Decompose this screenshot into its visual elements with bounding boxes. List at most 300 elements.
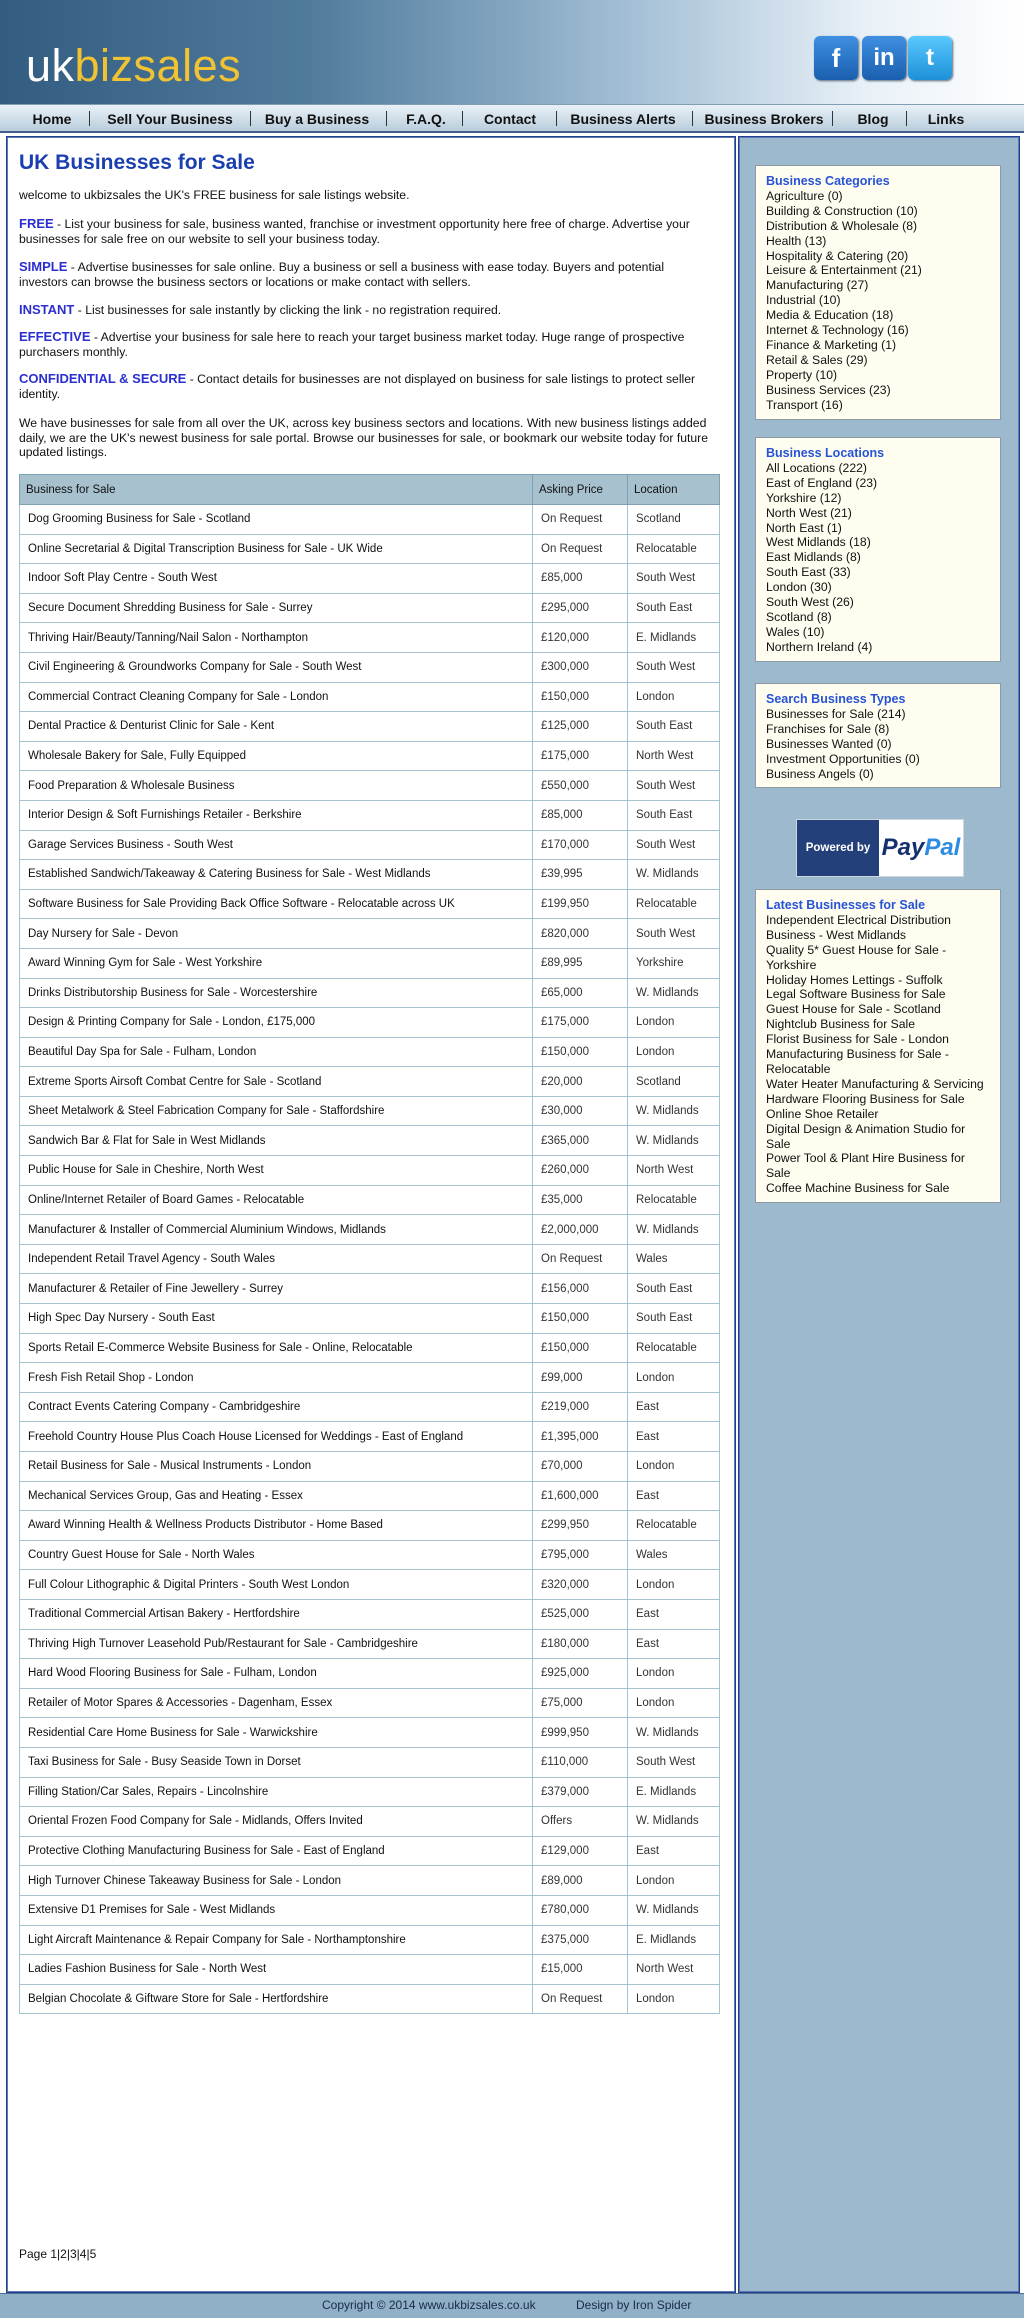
sidebar-link[interactable]: Industrial (10) [766, 293, 841, 308]
asking-price: £89,995 [533, 948, 628, 978]
business-name-link[interactable]: Interior Design & Soft Furnishings Retailer - Berkshire [20, 800, 533, 830]
footer-design-credit[interactable]: Design by Iron Spider [576, 2298, 692, 2312]
table-row[interactable] [20, 1333, 720, 1363]
main-nav [0, 104, 1024, 133]
sidebar-link[interactable]: South West (26) [766, 595, 854, 610]
asking-price: £20,000 [533, 1067, 628, 1097]
location: London [628, 1363, 720, 1393]
business-name-link[interactable]: Online/Internet Retailer of Board Games - Relocatable [20, 1185, 533, 1215]
location: East [628, 1422, 720, 1452]
location: E. Midlands [628, 623, 720, 653]
nav-faq[interactable]: F.A.Q. [406, 111, 446, 127]
nav-buy-a-business[interactable]: Buy a Business [264, 111, 370, 127]
business-name-link[interactable]: Ladies Fashion Business for Sale - North West [20, 1955, 533, 1985]
business-name-link[interactable]: Taxi Business for Sale - Busy Seaside Town in Dorset [20, 1747, 533, 1777]
business-name-link[interactable]: Dental Practice & Denturist Clinic for Sale - Kent [20, 712, 533, 742]
table-row[interactable] [20, 623, 720, 653]
business-name-link[interactable]: Software Business for Sale Providing Back Office Software - Relocatable across UK [20, 889, 533, 919]
asking-price: On Request [533, 1244, 628, 1274]
table-row[interactable] [20, 1866, 720, 1896]
sidebar-link[interactable]: Businesses for Sale (214) [766, 706, 906, 721]
sidebar-link[interactable]: Finance & Marketing (1) [766, 337, 897, 352]
outro-text: We have businesses for sale from all over the UK, across key business sectors and locations. With new business listings added daily, we are the UK's newest business for sale portal. Browse our businesses for sale, or bookmark our website today for future updated listings. [19, 416, 708, 459]
site-logo[interactable]: ukbizsales [26, 40, 242, 91]
feature-free: FREE - List your business for sale, business wanted, franchise or investment opportunity here free of charge. Advertise your businesses for sale free on our website to sell your business today. [19, 216, 690, 246]
asking-price: £129,000 [533, 1836, 628, 1866]
business-name-link[interactable]: Freehold Country House Plus Coach House Licensed for Weddings - East of England [20, 1422, 533, 1452]
table-row[interactable] [20, 1274, 720, 1304]
page-link[interactable]: 3 [69, 2247, 77, 2261]
business-types-box [755, 683, 1001, 788]
sidebar-link[interactable]: Independent Electrical Distribution Business - West Midlands [766, 912, 951, 942]
asking-price: £39,995 [533, 860, 628, 890]
business-name-link[interactable]: Fresh Fish Retail Shop - London [20, 1363, 533, 1393]
nav-divider [556, 111, 557, 126]
sidebar-link[interactable]: Business Angels (0) [766, 766, 874, 781]
locations-title: Business Locations [766, 446, 885, 460]
table-row[interactable] [20, 1185, 720, 1215]
asking-price: £170,000 [533, 830, 628, 860]
location: London [628, 1688, 720, 1718]
asking-price: £525,000 [533, 1599, 628, 1629]
asking-price: £85,000 [533, 564, 628, 594]
asking-price: £550,000 [533, 771, 628, 801]
sidebar [738, 136, 1020, 2293]
asking-price: £379,000 [533, 1777, 628, 1807]
nav-contact[interactable]: Contact [483, 111, 537, 127]
location: London [628, 1866, 720, 1896]
table-row[interactable] [20, 1156, 720, 1186]
asking-price: £110,000 [533, 1747, 628, 1777]
nav-home[interactable]: Home [32, 111, 72, 127]
sidebar-link[interactable]: Business Services (23) [766, 382, 891, 397]
footer-copyright[interactable]: Copyright © 2014 www.ukbizsales.co.uk [322, 2298, 536, 2312]
business-name-link[interactable]: High Spec Day Nursery - South East [20, 1304, 533, 1334]
business-name-link[interactable]: Drinks Distributorship Business for Sale - Worcestershire [20, 978, 533, 1008]
location: Scotland [628, 505, 720, 535]
table-row[interactable] [20, 1008, 720, 1038]
sidebar-link[interactable]: West Midlands (18) [766, 535, 871, 550]
sidebar-link[interactable]: Distribution & Wholesale (8) [766, 218, 918, 233]
nav-sell-your-business[interactable]: Sell Your Business [107, 111, 233, 127]
business-name-link[interactable]: Sheet Metalwork & Steel Fabrication Company for Sale - Staffordshire [20, 1096, 533, 1126]
table-row[interactable] [20, 860, 720, 890]
table-row[interactable] [20, 1304, 720, 1334]
location: E. Midlands [628, 1925, 720, 1955]
table-row[interactable] [20, 564, 720, 594]
business-name-link[interactable]: Manufacturer & Installer of Commercial Aluminium Windows, Midlands [20, 1215, 533, 1245]
nav-divider [832, 111, 833, 126]
asking-price: £125,000 [533, 712, 628, 742]
sidebar-link[interactable]: Retail & Sales (29) [766, 352, 868, 367]
asking-price: £795,000 [533, 1540, 628, 1570]
location: South West [628, 771, 720, 801]
business-name-link[interactable]: Food Preparation & Wholesale Business [20, 771, 533, 801]
business-name-link[interactable]: Online Secretarial & Digital Transcription Business for Sale - UK Wide [20, 534, 533, 564]
table-row[interactable] [20, 1659, 720, 1689]
asking-price: £156,000 [533, 1274, 628, 1304]
sidebar-link[interactable]: Agriculture (0) [766, 188, 843, 203]
asking-price: £925,000 [533, 1659, 628, 1689]
sidebar-link[interactable]: Media & Education (18) [766, 308, 894, 323]
table-row[interactable] [20, 534, 720, 564]
table-row[interactable] [20, 1688, 720, 1718]
categories-box [755, 165, 1001, 420]
business-name-link[interactable]: Protective Clothing Manufacturing Business for Sale - East of England [20, 1836, 533, 1866]
table-row[interactable] [20, 652, 720, 682]
sidebar-link[interactable]: Hospitality & Catering (20) [766, 248, 909, 263]
asking-price: £260,000 [533, 1156, 628, 1186]
twitter-icon[interactable]: t [908, 36, 952, 80]
sidebar-link[interactable]: Holiday Homes Lettings - Suffolk [766, 972, 943, 987]
table-row[interactable] [20, 682, 720, 712]
business-name-link[interactable]: Thriving Hair/Beauty/Tanning/Nail Salon - Northampton [20, 623, 533, 653]
business-name-link[interactable]: Residential Care Home Business for Sale - Warwickshire [20, 1718, 533, 1748]
page-separator: | [86, 2247, 90, 2261]
asking-price: £1,600,000 [533, 1481, 628, 1511]
table-row[interactable] [20, 1422, 720, 1452]
asking-price: £820,000 [533, 919, 628, 949]
location: Relocatable [628, 1185, 720, 1215]
sidebar-link[interactable]: Water Heater Manufacturing & Servicing [766, 1076, 984, 1091]
sidebar-link[interactable]: Nightclub Business for Sale [766, 1017, 916, 1032]
business-name-link[interactable]: Award Winning Health & Wellness Products Distributor - Home Based [20, 1511, 533, 1541]
latest-businesses-title: Latest Businesses for Sale [766, 898, 926, 912]
business-name-link[interactable]: Filling Station/Car Sales, Repairs - Lincolnshire [20, 1777, 533, 1807]
location: South East [628, 1274, 720, 1304]
main-content [6, 136, 736, 2293]
business-name-link[interactable]: Established Sandwich/Takeaway & Catering Business for Sale - West Midlands [20, 860, 533, 890]
nav-blog[interactable]: Blog [857, 111, 889, 127]
asking-price: £150,000 [533, 1304, 628, 1334]
location: North West [628, 1955, 720, 1985]
location: W. Midlands [628, 1126, 720, 1156]
location: Relocatable [628, 889, 720, 919]
location: East [628, 1599, 720, 1629]
business-name-link[interactable]: Indoor Soft Play Centre - South West [20, 564, 533, 594]
nav-divider [250, 111, 251, 126]
location: Wales [628, 1244, 720, 1274]
sidebar-link[interactable]: Building & Construction (10) [766, 203, 918, 218]
table-row[interactable] [20, 1807, 720, 1837]
location: London [628, 1659, 720, 1689]
location: South East [628, 712, 720, 742]
col-header-price: Asking Price [533, 475, 628, 505]
business-name-link[interactable]: Public House for Sale in Cheshire, North West [20, 1156, 533, 1186]
business-name-link[interactable]: Day Nursery for Sale - Devon [20, 919, 533, 949]
sidebar-link[interactable]: Franchises for Sale (8) [766, 721, 890, 736]
asking-price: £75,000 [533, 1688, 628, 1718]
locations-box [755, 437, 1001, 662]
asking-price: £300,000 [533, 652, 628, 682]
page-link[interactable]: 4 [79, 2247, 87, 2261]
nav-business-alerts[interactable]: Business Alerts [570, 111, 676, 127]
business-name-link[interactable]: Retail Business for Sale - Musical Instruments - London [20, 1452, 533, 1482]
table-header-row [20, 475, 720, 505]
table-row[interactable] [20, 1777, 720, 1807]
business-name-link[interactable]: Retailer of Motor Spares & Accessories - Dagenham, Essex [20, 1688, 533, 1718]
asking-price: £199,950 [533, 889, 628, 919]
sidebar-link[interactable]: Northern Ireland (4) [766, 639, 873, 654]
location: Relocatable [628, 1511, 720, 1541]
asking-price: £150,000 [533, 1037, 628, 1067]
asking-price: £999,950 [533, 1718, 628, 1748]
asking-price: £30,000 [533, 1096, 628, 1126]
table-row[interactable] [20, 1452, 720, 1482]
asking-price: On Request [533, 505, 628, 535]
categories-title: Business Categories [766, 174, 890, 188]
business-name-link[interactable]: Wholesale Bakery for Sale, Fully Equipped [20, 741, 533, 771]
asking-price: £2,000,000 [533, 1215, 628, 1245]
table-row[interactable] [20, 889, 720, 919]
nav-divider [386, 111, 387, 126]
nav-links[interactable]: Links [927, 111, 965, 127]
asking-price: £365,000 [533, 1126, 628, 1156]
table-row[interactable] [20, 741, 720, 771]
location: London [628, 682, 720, 712]
location: South West [628, 919, 720, 949]
business-name-link[interactable]: Dog Grooming Business for Sale - Scotland [20, 505, 533, 535]
table-row[interactable] [20, 712, 720, 742]
asking-price: £65,000 [533, 978, 628, 1008]
sidebar-link[interactable]: Quality 5* Guest House for Sale - Yorkshire [766, 942, 947, 972]
business-name-link[interactable]: Light Aircraft Maintenance & Repair Company for Sale - Northamptonshire [20, 1925, 533, 1955]
pagination: Page 1|2|3|4|5 [19, 2247, 97, 2261]
table-row[interactable] [20, 1984, 720, 2014]
location: South West [628, 1747, 720, 1777]
table-row[interactable] [20, 1629, 720, 1659]
location: South West [628, 830, 720, 860]
location: East [628, 1481, 720, 1511]
business-name-link[interactable]: Garage Services Business - South West [20, 830, 533, 860]
table-row[interactable] [20, 505, 720, 535]
asking-price: On Request [533, 534, 628, 564]
sidebar-link[interactable]: Businesses Wanted (0) [766, 736, 892, 751]
sidebar-link[interactable]: East of England (23) [766, 475, 878, 490]
asking-price: £150,000 [533, 682, 628, 712]
business-name-link[interactable]: Country Guest House for Sale - North Wales [20, 1540, 533, 1570]
table-row[interactable] [20, 1363, 720, 1393]
location: London [628, 1452, 720, 1482]
page-title: UK Businesses for Sale [19, 151, 255, 174]
page-link[interactable]: 5 [89, 2247, 97, 2261]
table-row[interactable] [20, 1037, 720, 1067]
sidebar-link[interactable]: Scotland (8) [766, 609, 832, 624]
business-name-link[interactable]: Award Winning Gym for Sale - West Yorkshire [20, 948, 533, 978]
location: W. Midlands [628, 1718, 720, 1748]
table-row[interactable] [20, 1540, 720, 1570]
feature-effective: EFFECTIVE - Advertise your business for sale here to reach your target business market today. Huge range of prospective purchasers monthly. [19, 329, 685, 359]
business-name-link[interactable]: Sports Retail E-Commerce Website Business for Sale - Online, Relocatable [20, 1333, 533, 1363]
location: E. Midlands [628, 1777, 720, 1807]
location: South West [628, 652, 720, 682]
business-name-link[interactable]: Oriental Frozen Food Company for Sale - Midlands, Offers Invited [20, 1807, 533, 1837]
sidebar-link[interactable]: Manufacturing Business for Sale - Relocatable [766, 1047, 949, 1076]
location: Yorkshire [628, 948, 720, 978]
col-header-location: Location [628, 475, 720, 505]
paypal-logo: PayPal [881, 834, 961, 861]
business-name-link[interactable]: Extensive D1 Premises for Sale - West Midlands [20, 1895, 533, 1925]
page-separator: | [57, 2247, 61, 2261]
asking-price: £1,395,000 [533, 1422, 628, 1452]
sidebar-link[interactable]: Online Shoe Retailer [766, 1106, 879, 1121]
asking-price: £70,000 [533, 1452, 628, 1482]
table-row[interactable] [20, 919, 720, 949]
asking-price: £175,000 [533, 1008, 628, 1038]
location: London [628, 1037, 720, 1067]
business-name-link[interactable]: Traditional Commercial Artisan Bakery - Hertfordshire [20, 1599, 533, 1629]
facebook-icon[interactable]: f [814, 36, 858, 80]
asking-price: £15,000 [533, 1955, 628, 1985]
page-link[interactable]: 1 [50, 2247, 58, 2261]
location: East [628, 1836, 720, 1866]
sidebar-link[interactable]: Coffee Machine Business for Sale [766, 1181, 950, 1196]
sidebar-link[interactable]: South East (33) [766, 565, 851, 580]
sidebar-link[interactable]: Transport (16) [766, 397, 843, 412]
location: London [628, 1984, 720, 2014]
sidebar-link[interactable]: All Locations (222) [766, 460, 867, 475]
location: W. Midlands [628, 1096, 720, 1126]
sidebar-link[interactable]: Guest House for Sale - Scotland [766, 1002, 941, 1017]
table-row[interactable] [20, 830, 720, 860]
table-row[interactable] [20, 1570, 720, 1600]
sidebar-link[interactable]: North West (21) [766, 505, 852, 520]
sidebar-link[interactable]: Wales (10) [766, 624, 825, 639]
location: East [628, 1392, 720, 1422]
sidebar-link[interactable]: Yorkshire (12) [766, 490, 842, 505]
location: London [628, 1570, 720, 1600]
sidebar-link[interactable]: Internet & Technology (16) [766, 323, 909, 338]
business-name-link[interactable]: Hard Wood Flooring Business for Sale - Fulham, London [20, 1659, 533, 1689]
sidebar-link[interactable]: North East (1) [766, 520, 842, 535]
table-row[interactable] [20, 593, 720, 623]
nav-business-brokers[interactable]: Business Brokers [704, 111, 824, 127]
sidebar-link[interactable]: East Midlands (8) [766, 550, 861, 565]
business-name-link[interactable]: Full Colour Lithographic & Digital Printers - South West London [20, 1570, 533, 1600]
table-row[interactable] [20, 1511, 720, 1541]
business-name-link[interactable]: Contract Events Catering Company - Cambridgeshire [20, 1392, 533, 1422]
table-row[interactable] [20, 1955, 720, 1985]
location: South East [628, 593, 720, 623]
table-row[interactable] [20, 978, 720, 1008]
business-name-link[interactable]: Commercial Contract Cleaning Company for Sale - London [20, 682, 533, 712]
table-row[interactable] [20, 1895, 720, 1925]
sidebar-link[interactable]: Property (10) [766, 367, 838, 382]
location: Relocatable [628, 534, 720, 564]
feature-confidential: CONFIDENTIAL & SECURE - Contact details for businesses are not displayed on business for sale listings to protect seller identity. [19, 371, 696, 401]
location: North West [628, 741, 720, 771]
asking-price: £85,000 [533, 800, 628, 830]
location: Wales [628, 1540, 720, 1570]
business-name-link[interactable]: Manufacturer & Retailer of Fine Jewellery - Surrey [20, 1274, 533, 1304]
table-row[interactable] [20, 1599, 720, 1629]
page-link[interactable]: 2 [60, 2247, 67, 2261]
location: W. Midlands [628, 1895, 720, 1925]
business-name-link[interactable]: High Turnover Chinese Takeaway Business for Sale - London [20, 1866, 533, 1896]
location: W. Midlands [628, 1807, 720, 1837]
table-row[interactable] [20, 1067, 720, 1097]
location: South West [628, 564, 720, 594]
sidebar-link[interactable]: Leisure & Entertainment (21) [766, 263, 922, 278]
feature-instant: INSTANT - List businesses for sale instantly by clicking the link - no registration required. [19, 302, 502, 317]
asking-price: £320,000 [533, 1570, 628, 1600]
table-row[interactable] [20, 771, 720, 801]
page-separator: | [66, 2247, 70, 2261]
feature-simple: SIMPLE - Advertise businesses for sale online. Buy a business or sell a business with ease today. Buyers and potential investors can browse the business sectors or locations or make contact with sellers. [19, 259, 665, 289]
table-row[interactable] [20, 1392, 720, 1422]
location: Relocatable [628, 1333, 720, 1363]
footer [0, 2293, 1024, 2318]
table-row[interactable] [20, 1215, 720, 1245]
asking-price: £780,000 [533, 1895, 628, 1925]
location: W. Midlands [628, 860, 720, 890]
asking-price: £295,000 [533, 593, 628, 623]
sidebar-link[interactable]: Hardware Flooring Business for Sale [766, 1091, 965, 1106]
asking-price: £89,000 [533, 1866, 628, 1896]
header [0, 0, 1024, 104]
table-row[interactable] [20, 1481, 720, 1511]
business-name-link[interactable]: Mechanical Services Group, Gas and Heating - Essex [20, 1481, 533, 1511]
sidebar-link[interactable]: London (30) [766, 580, 832, 595]
business-name-link[interactable]: Belgian Chocolate & Giftware Store for Sale - Hertfordshire [20, 1984, 533, 2014]
nav-divider [462, 111, 463, 126]
location: London [628, 1008, 720, 1038]
business-types-title: Search Business Types [766, 692, 906, 706]
sidebar-link[interactable]: Investment Opportunities (0) [766, 751, 920, 766]
table-row[interactable] [20, 1244, 720, 1274]
business-name-link[interactable]: Design & Printing Company for Sale - London, £175,000 [20, 1008, 533, 1038]
paypal-badge: Powered by PayPal [796, 819, 964, 877]
location: South East [628, 1304, 720, 1334]
asking-price: Offers [533, 1807, 628, 1837]
table-row[interactable] [20, 1836, 720, 1866]
page-separator: | [76, 2247, 80, 2261]
nav-divider [692, 111, 693, 126]
asking-price: £35,000 [533, 1185, 628, 1215]
nav-divider [906, 111, 907, 126]
asking-price: £120,000 [533, 623, 628, 653]
asking-price: £180,000 [533, 1629, 628, 1659]
table-row[interactable] [20, 948, 720, 978]
asking-price: £299,950 [533, 1511, 628, 1541]
sidebar-link[interactable]: Power Tool & Plant Hire Business for Sale [766, 1151, 965, 1181]
business-name-link[interactable]: Independent Retail Travel Agency - South Wales [20, 1244, 533, 1274]
latest-businesses-box [755, 889, 1001, 1203]
table-row[interactable] [20, 1718, 720, 1748]
sidebar-link[interactable]: Legal Software Business for Sale [766, 987, 946, 1002]
business-name-link[interactable]: Extreme Sports Airsoft Combat Centre for Sale - Scotland [20, 1067, 533, 1097]
asking-price: £175,000 [533, 741, 628, 771]
table-row[interactable] [20, 800, 720, 830]
business-name-link[interactable]: Sandwich Bar & Flat for Sale in West Midlands [20, 1126, 533, 1156]
location: W. Midlands [628, 1215, 720, 1245]
business-name-link[interactable]: Civil Engineering & Groundworks Company for Sale - South West [20, 652, 533, 682]
table-row[interactable] [20, 1747, 720, 1777]
table-row[interactable] [20, 1126, 720, 1156]
table-row[interactable] [20, 1096, 720, 1126]
sidebar-link[interactable]: Manufacturing (27) [766, 278, 869, 293]
sidebar-link[interactable]: Health (13) [766, 233, 827, 248]
business-name-link[interactable]: Thriving High Turnover Leasehold Pub/Restaurant for Sale - Cambridgeshire [20, 1629, 533, 1659]
business-name-link[interactable]: Secure Document Shredding Business for Sale - Surrey [20, 593, 533, 623]
asking-price: £219,000 [533, 1392, 628, 1422]
linkedin-icon[interactable]: in [862, 36, 906, 80]
asking-price: On Request [533, 1984, 628, 2014]
table-row[interactable] [20, 1925, 720, 1955]
business-name-link[interactable]: Beautiful Day Spa for Sale - Fulham, London [20, 1037, 533, 1067]
sidebar-link[interactable]: Digital Design & Animation Studio for Sale [766, 1121, 966, 1151]
sidebar-link[interactable]: Florist Business for Sale - London [766, 1032, 949, 1047]
